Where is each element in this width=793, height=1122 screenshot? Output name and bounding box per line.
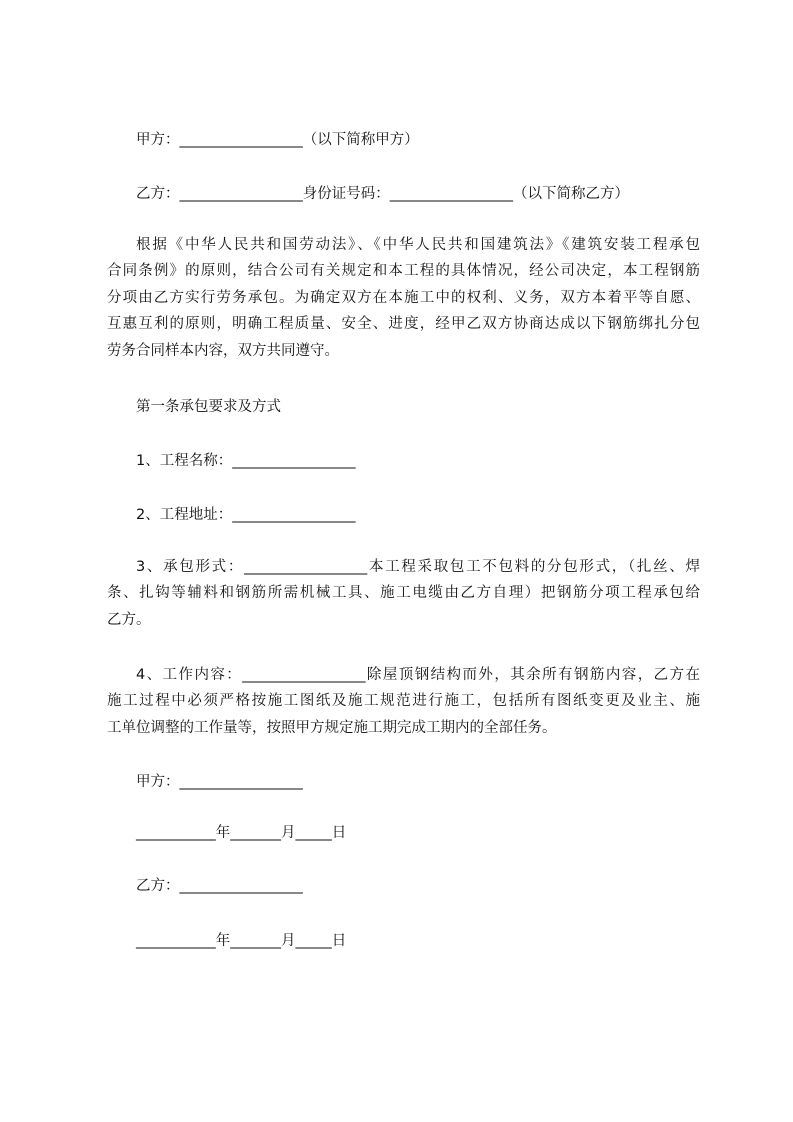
item-work-content: 工单位调整的工作量等，按照甲方规定施工期完成工期内的全部任务。 [107,720,557,736]
item-work-content: 施工过程中必须严格按施工图纸及施工规范进行施工，包括所有图纸变更及业主、施 [107,693,700,709]
preamble-line: 劳务合同样本内容，双方共同遵守。 [107,343,339,359]
party-b-line: 乙方：_________________身份证号码：_________________（以下简称乙方） [136,186,629,202]
signature-date-b: ___________年_______月_____日 [136,933,347,949]
preamble-line: 合同条例》的原则，结合公司有关规定和本工程的具体情况，经公司决定，本工程钢筋 [107,263,700,279]
item-contract-form: 乙方。 [107,612,151,628]
preamble-line: 互惠互利的原则，明确工程质量、安全、进度，经甲乙双方协商达成以下钢筋绑扎分包 [107,316,700,332]
preamble-line: 根据《中华人民共和国劳动法》、《中华人民共和国建筑法》《建筑安装工程承包 [136,237,700,253]
preamble-line: 分项由乙方实行劳务承包。为确定双方在本施工中的权利、义务，双方本着平等自愿、 [107,290,700,306]
item-project-address: 2、工程地址：_________________ [136,507,356,523]
item-project-name: 1、工程名称：_________________ [136,453,356,469]
item-contract-form: 3、承包形式：_________________本工程采取包工不包料的分包形式，（扎丝、焊 [136,559,700,575]
article-1-title: 第一条承包要求及方式 [136,399,281,415]
signature-party-a: 甲方：_________________ [136,774,303,790]
signature-party-b: 乙方：_________________ [136,878,303,894]
item-contract-form: 条、扎钩等辅料和钢筋所需机械工具、施工电缆由乙方自理）把钢筋分项工程承包给 [107,585,700,601]
signature-date-a: ___________年_______月_____日 [136,825,347,841]
item-work-content: 4、工作内容：_________________除屋顶钢结构而外，其余所有钢筋内容，乙方在 [136,667,700,683]
party-a-line: 甲方：_________________（以下简称甲方） [136,132,419,148]
